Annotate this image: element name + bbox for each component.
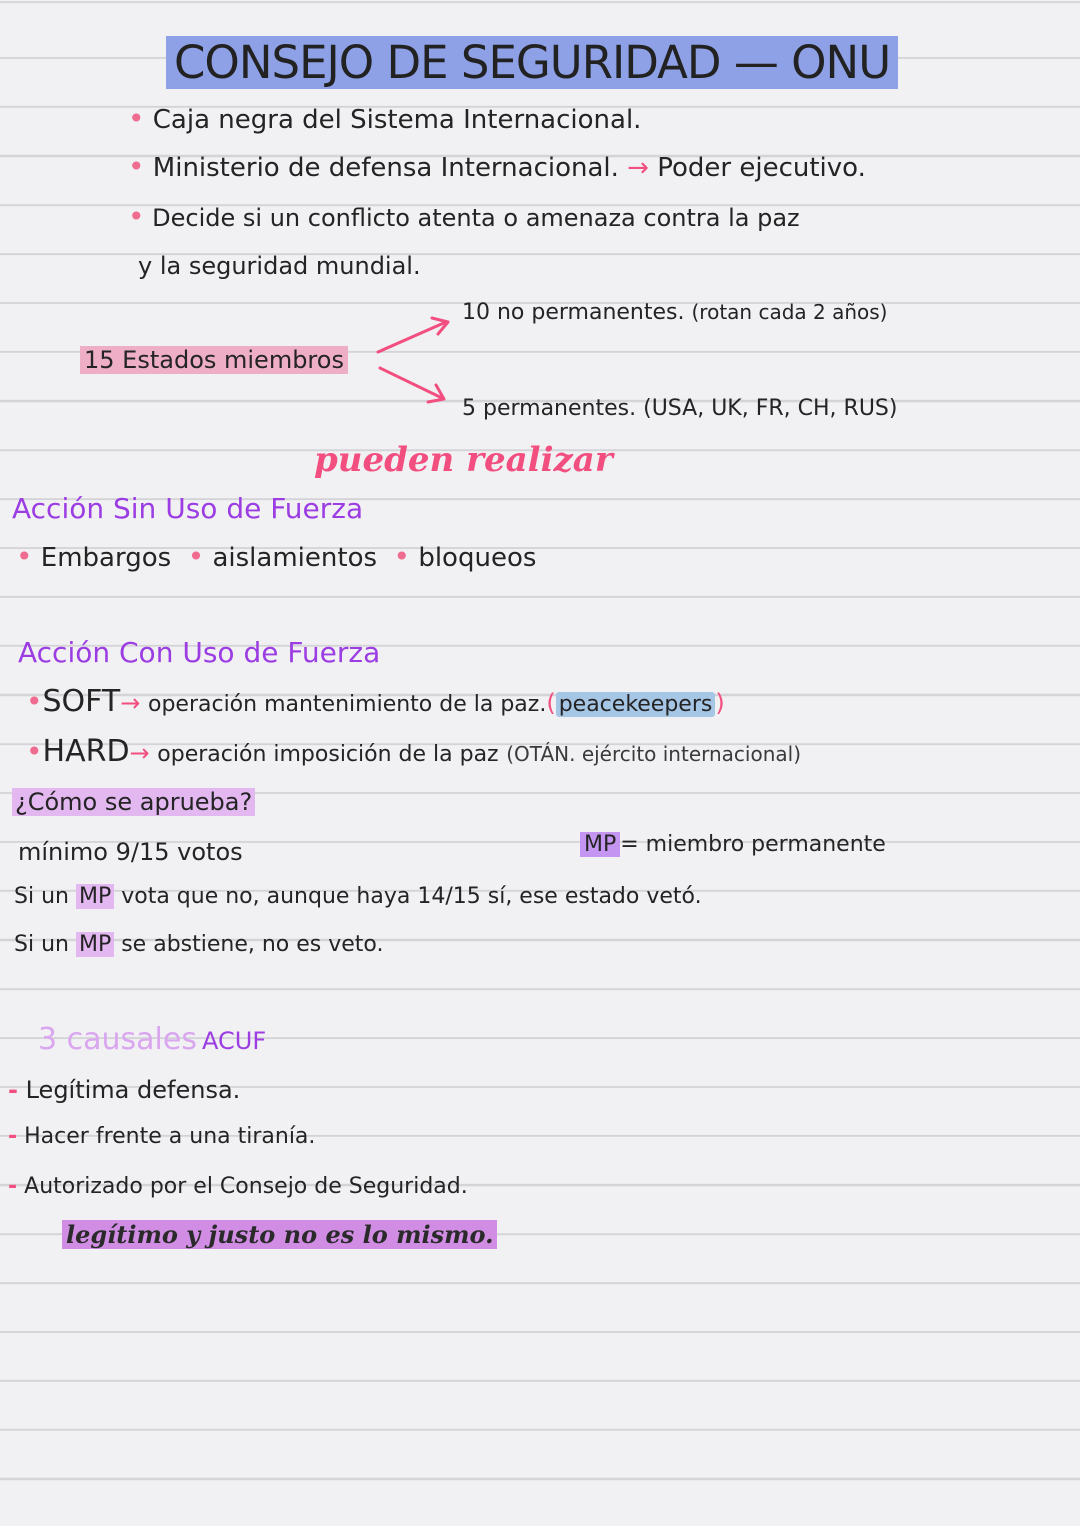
intro-item-4: y la seguridad mundial.: [138, 252, 421, 280]
bullet-icon: •: [128, 150, 145, 183]
veto-line-2: Si un MP se abstiene, no es veto.: [14, 932, 384, 957]
sin-fuerza-list: • Embargos • aislamientos • bloqueos: [16, 540, 537, 573]
members-non-permanent: 10 no permanentes. (rotan cada 2 años): [462, 300, 888, 325]
intro-item-2: • Ministerio de defensa Internacional. → Poder ejecutivo.: [128, 150, 866, 183]
aprueba-question: ¿Cómo se aprueba?: [12, 788, 255, 816]
mp-definition: MP = miembro permanente: [580, 832, 886, 857]
intro-item-1: • Caja negra del Sistema Internacional.: [128, 102, 642, 135]
bullet-icon: •: [26, 685, 43, 718]
bullet-icon: •: [128, 200, 145, 233]
veto-line-1: Si un MP vota que no, aunque haya 14/15 sí, ese estado vetó.: [14, 884, 702, 909]
dash-icon: -: [8, 1124, 18, 1149]
sin-fuerza-heading: Acción Sin Uso de Fuerza: [12, 492, 364, 525]
arrow-right-icon: →: [129, 739, 150, 767]
bullet-icon: •: [16, 540, 33, 573]
causales-heading: 3 causales ACUF: [38, 1022, 267, 1057]
causales-note: legítimo y justo no es lo mismo.: [62, 1220, 497, 1249]
causal-item-2: - Hacer frente a una tiranía.: [8, 1124, 316, 1149]
bullet-icon: •: [187, 540, 205, 573]
causal-item-3: - Autorizado por el Consejo de Seguridad.: [8, 1174, 468, 1199]
dash-icon: -: [8, 1076, 18, 1104]
intro-item-3: • Decide si un conflicto atenta o amenaza contra la paz: [128, 200, 800, 233]
con-fuerza-heading: Acción Con Uso de Fuerza: [18, 636, 381, 669]
pueden-realizar-label: pueden realizar: [314, 440, 613, 480]
soft-item: •SOFT→ operación mantenimiento de la paz.( peacekeepers ): [26, 684, 725, 719]
branch-arrows-icon: [372, 312, 462, 408]
bullet-icon: •: [26, 735, 43, 768]
bullet-icon: •: [393, 540, 411, 573]
minimo-votos: mínimo 9/15 votos: [18, 838, 243, 866]
dash-icon: -: [8, 1174, 18, 1199]
members-total: 15 Estados miembros: [80, 346, 348, 374]
causal-item-1: - Legítima defensa.: [8, 1076, 241, 1104]
arrow-right-icon: →: [120, 689, 141, 717]
page-title: CONSEJO DE SEGURIDAD — ONU: [166, 38, 898, 88]
members-permanent: 5 permanentes. (USA, UK, FR, CH, RUS): [462, 396, 898, 421]
hard-item: •HARD→ operación imposición de la paz (OTÁN. ejército internacional): [26, 734, 802, 769]
arrow-right-icon: →: [627, 153, 649, 183]
bullet-icon: •: [128, 102, 145, 135]
